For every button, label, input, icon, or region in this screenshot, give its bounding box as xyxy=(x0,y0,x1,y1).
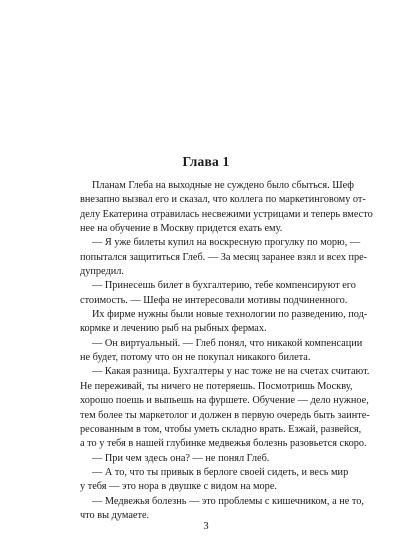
chapter-title: Глава 1 xyxy=(182,154,230,169)
text-line: попытался защититься Глеб. — За месяц заранее взял и всех пре- xyxy=(80,251,368,263)
text-line: — Я уже билеты купил на воскресную прогулку по морю, — xyxy=(92,237,361,249)
text-line: — Он виртуальный. — Глеб понял, что никакой компенсации xyxy=(92,337,363,349)
text-line: делу Екатерина отравилась несвежими устрицами и теперь вместо xyxy=(80,208,373,220)
text-line: хорошо поешь и выпьешь на фуршете. Обучение — дело нужное, xyxy=(80,395,369,407)
text-line: — А то, что ты привык в берлоге своей сидеть, и весь мир xyxy=(92,466,349,478)
text-line: внезапно вызвал его и сказал, что коллега по маркетинговому от- xyxy=(80,194,366,206)
chapter-body-text xyxy=(80,179,373,523)
text-line: — Какая разница. Бухгалтеры у нас тоже не на счетах считают. xyxy=(92,366,370,378)
text-line: — Медвежья болезнь — это проблемы с кишечником, а не то, xyxy=(92,495,364,507)
text-line: стоимость. — Шефа не интересовали мотивы подчиненного. xyxy=(80,294,348,306)
text-line: а то у тебя в нашей глубинке медвежья болезнь разовьется скоро. xyxy=(80,438,367,450)
text-line: тем более ты маркетолог и должен в первую очередь быть заинте- xyxy=(80,409,370,421)
page-number: 3 xyxy=(203,521,209,532)
text-line: — Принесешь билет в бухгалтерию, тебе компенсируют его xyxy=(92,280,356,292)
text-line: Их фирме нужны были новые технологии по разведению, под- xyxy=(92,309,368,321)
text-line: что вы думаете. xyxy=(80,509,150,521)
text-line: дупредил. xyxy=(80,266,124,278)
text-line: нее на обучение в Москву придется ехать ему. xyxy=(80,223,283,235)
text-line: ресованным в том, чтобы уметь складно врать. Езжай, развейся, xyxy=(80,423,362,435)
text-line: у тебя — это нора в двушке с видом на море. xyxy=(80,481,277,493)
text-line: не будет, потому что он не покупал никакого билета. xyxy=(80,352,311,364)
text-line: кормке и лечению рыб на рыбных фермах. xyxy=(80,323,267,335)
text-line: Планам Глеба на выходные не суждено было сбыться. Шеф xyxy=(92,180,354,191)
text-line: Не переживай, ты ничего не потеряешь. Посмотришь Москву, xyxy=(80,380,353,392)
text-line: — При чем здесь она? — не понял Глеб. xyxy=(92,452,270,464)
